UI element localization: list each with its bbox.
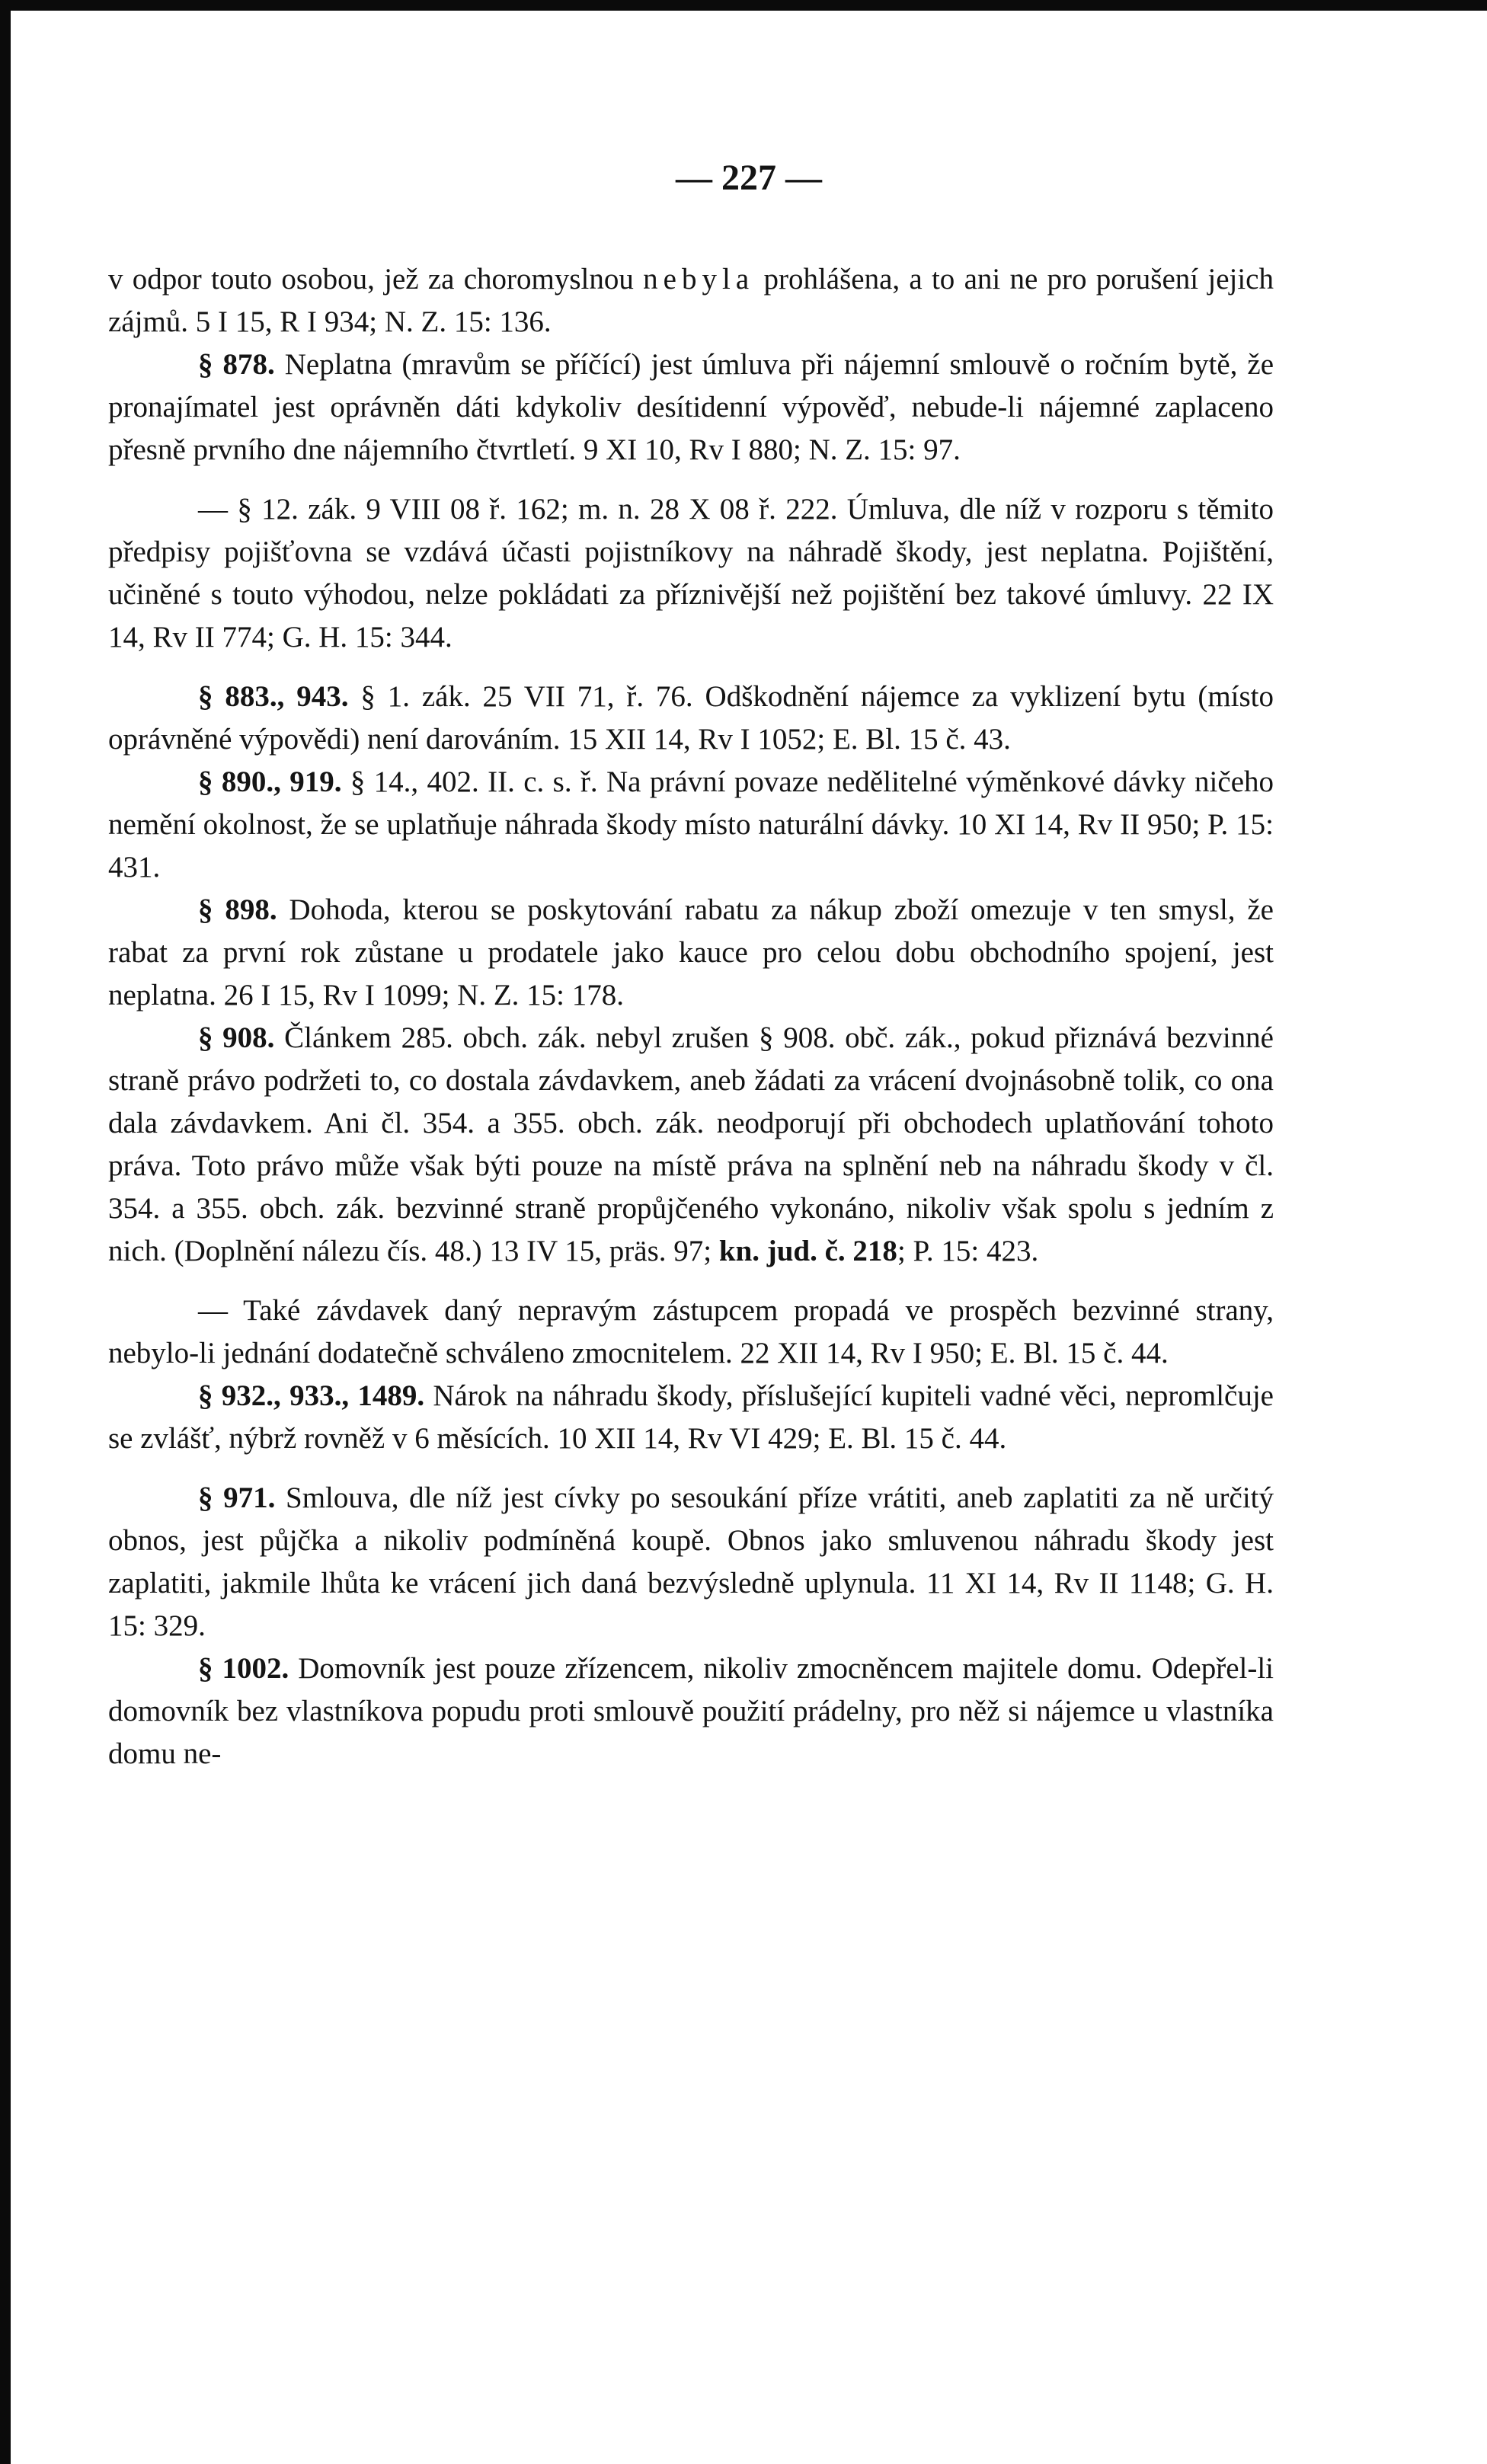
- section-ref: § 890., 919.: [198, 765, 342, 798]
- paragraph-1002: § 1002. Domovník jest pouze zřízencem, nikoliv zmocněncem majitele domu. Odepřel-li domovník bez vlastníkova popudu proti smlouvě použití prádelny, pro něž si nájemce u vlastníka domu ne-: [108, 1652, 1274, 1770]
- spaced-emphasis: nebyla: [643, 263, 755, 296]
- section-ref: § 878.: [198, 348, 275, 381]
- paragraph-971: § 971. Smlouva, dle níž jest cívky po sesoukání příze vrátiti, aneb zaplatiti za ně určitý obnos, jest půjčka a nikoliv podmíněná koupě. Obnos jako smluvenou náhradu škody jest zaplatiti, jakmile lhůta ke vrácení jich daná bezvýsledně uplynula. 11 XI 14, Rv II 1148; G. H. 15: 329.: [108, 1481, 1274, 1642]
- page-body: [108, 258, 1274, 1775]
- paragraph-883: § 883., 943. § 1. zák. 25 VII 71, ř. 76. Odškodnění nájemce za vyklizení bytu (místo oprávněné výpovědi) není darováním. 15 XII 14, Rv I 1052; E. Bl. 15 č. 43.: [108, 680, 1274, 756]
- citation-bold: kn. jud. č. 218: [718, 1235, 897, 1267]
- paragraph-12-zak: — § 12. zák. 9 VIII 08 ř. 162; m. n. 28 X 08 ř. 222. Úmluva, dle níž v rozporu s těmito předpisy pojišťovna se vzdává účasti pojistníkovy na náhradě škody, jest neplatna. Pojištění, učiněné s touto výhodou, nelze pokládati za příznivější než pojištění bez takové úmluvy. 22 IX 14, Rv II 774; G. H. 15: 344.: [108, 493, 1274, 654]
- section-ref: § 1002.: [198, 1652, 289, 1685]
- paragraph-continuation: v odpor touto osobou, jež za choromyslnou nebyla prohlášena, a to ani ne pro porušení jejich zájmů. 5 I 15, R I 934; N. Z. 15: 136.: [108, 263, 1274, 338]
- paragraph-898: § 898. Dohoda, kterou se poskytování rabatu za nákup zboží omezuje v ten smysl, že rabat za první rok zůstane u prodatele jako kauce pro celou dobu obchodního spojení, jest neplatna. 26 I 15, Rv I 1099; N. Z. 15: 178.: [108, 893, 1274, 1011]
- book-page: [11, 11, 1487, 2464]
- section-ref: § 971.: [198, 1481, 276, 1514]
- paragraph-890: § 890., 919. § 14., 402. II. c. s. ř. Na právní povaze nedělitelné výměnkové dávky ničeho nemění okolnost, že se uplatňuje náhrada škody místo naturální dávky. 10 XI 14, Rv II 950; P. 15: 431.: [108, 765, 1274, 884]
- section-ref: § 908.: [198, 1021, 275, 1054]
- section-ref: § 932., 933., 1489.: [198, 1379, 425, 1412]
- section-ref: § 883., 943.: [198, 680, 349, 713]
- paragraph-908: § 908. Článkem 285. obch. zák. nebyl zrušen § 908. obč. zák., pokud přiznává bezvinné straně právo podržeti to, co dostala závdavkem, aneb žádati za vrácení dvojnásobně tolik, co ona dala závdavkem. Ani čl. 354. a 355. obch. zák. neodporují při obchodech uplatňování tohoto práva. Toto právo může však býti pouze na místě práva na splnění neb na náhradu škody v čl. 354. a 355. obch. zák. bezvinné straně propůjčeného vykonáno, nikoliv však spolu s jedním z nich. (Doplnění nálezu čís. 48.) 13 IV 15, präs. 97; kn. jud. č. 218; P. 15: 423.: [108, 1021, 1274, 1267]
- page-number: — 227 —: [676, 158, 822, 198]
- section-ref: § 898.: [198, 893, 277, 926]
- paragraph-932: § 932., 933., 1489. Nárok na náhradu škody, příslušející kupiteli vadné věci, nepromlčuje se zvlášť, nýbrž rovněž v 6 měsících. 10 XII 14, Rv VI 429; E. Bl. 15 č. 44.: [108, 1379, 1274, 1455]
- paragraph-878: § 878. Neplatna (mravům se příčící) jest úmluva při nájemní smlouvě o ročním bytě, že pronajímatel jest oprávněn dáti kdykoliv desítidenní výpověď, nebude-li nájemné zaplaceno přesně prvního dne nájemního čtvrtletí. 9 XI 10, Rv I 880; N. Z. 15: 97.: [108, 348, 1274, 466]
- paragraph-zavdavek: — Také závdavek daný nepravým zástupcem propadá ve prospěch bezvinné strany, nebylo-li jednání dodatečně schváleno zmocnitelem. 22 XII 14, Rv I 950; E. Bl. 15 č. 44.: [108, 1294, 1274, 1369]
